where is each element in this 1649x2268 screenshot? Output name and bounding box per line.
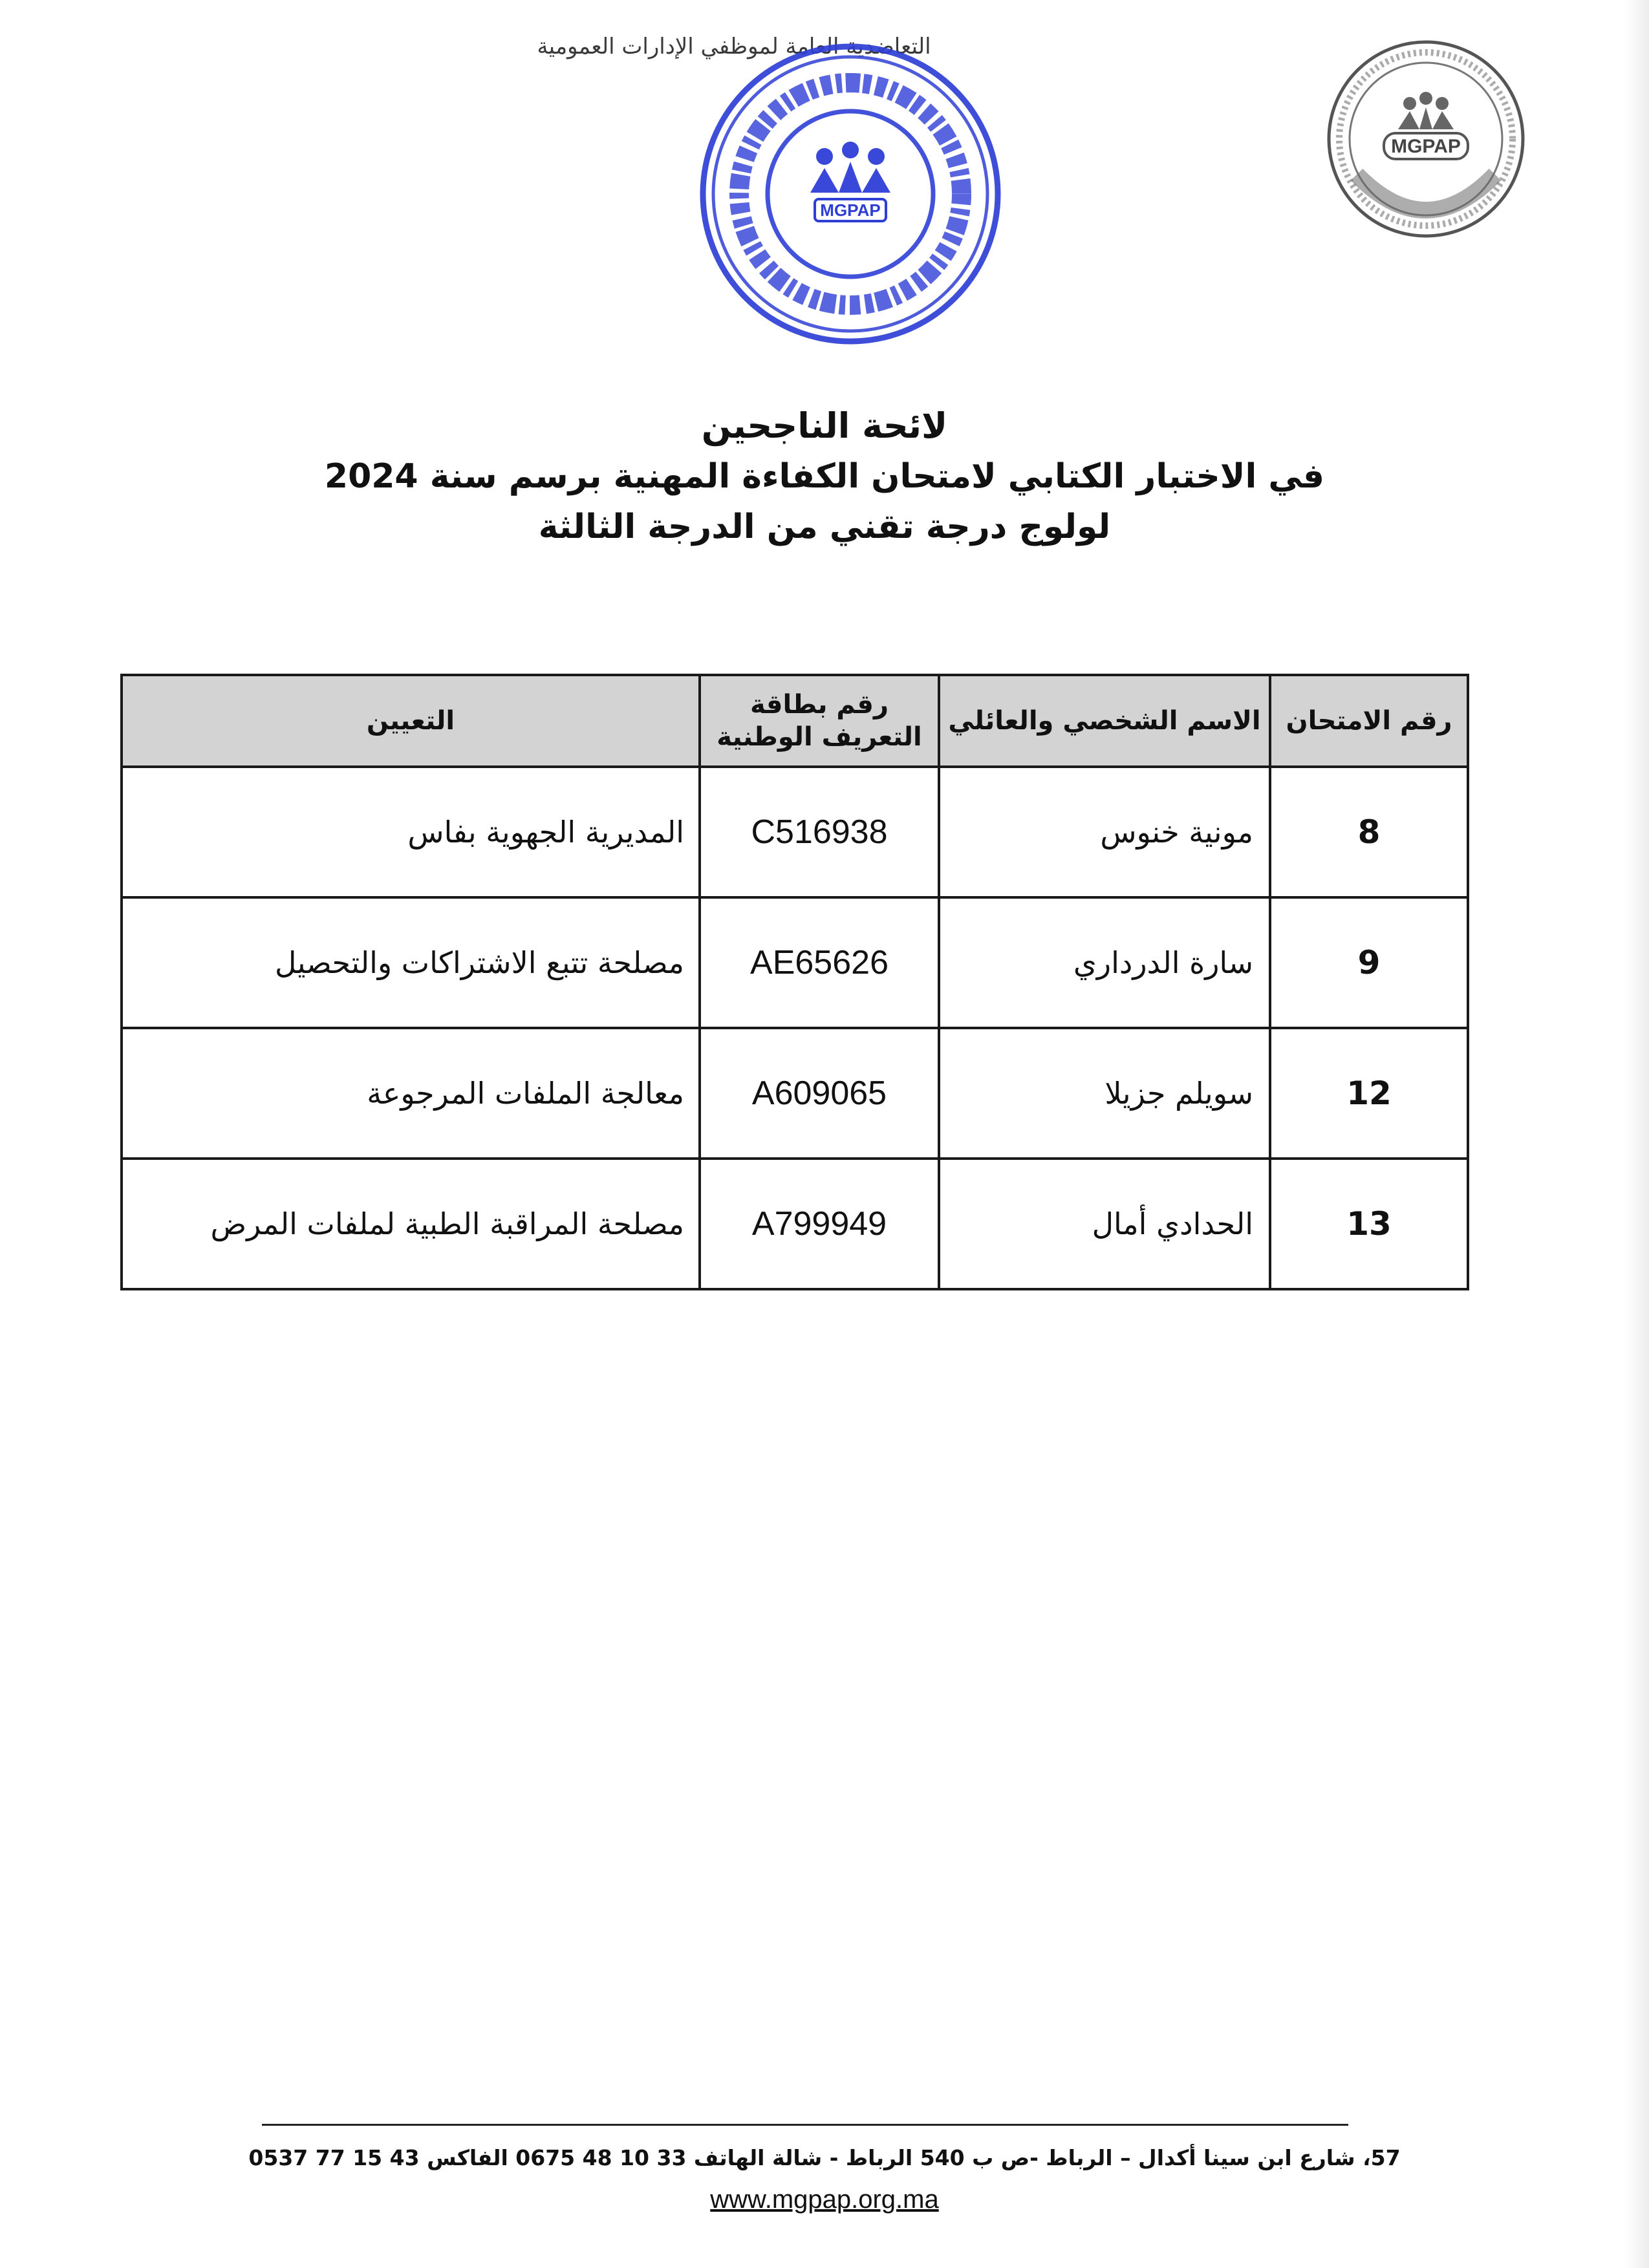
title-line-3: لولوج درجة تقني من الدرجة الثالثة [538,508,1111,546]
table-header-row [122,675,1468,767]
header-exam-number: رقم الامتحان [1270,675,1468,767]
cin-cell: A609065 [700,1028,939,1159]
table-row [122,1159,1468,1289]
assignment-cell: مصلحة تتبع الاشتراكات والتحصيل [122,897,700,1028]
full-name-cell: سارة الدرداري [939,897,1270,1028]
organization-name: التعاضدية العامة لموظفي الإدارات العمومية [537,34,931,59]
logo-text: MGPAP [1391,136,1461,157]
document-title [194,401,1455,552]
assignment-cell: مصلحة المراقبة الطبية لملفات المرض [122,1159,700,1289]
assignment-cell: معالجة الملفات المرجوعة [122,1028,700,1159]
full-name-cell: مونية خنوس [939,767,1270,897]
results-table [120,674,1469,1290]
table-row [122,897,1468,1028]
header-cin-line-2: التعريف الوطنية [717,722,922,752]
scan-edge-shadow [1624,0,1649,2268]
exam-number-cell: 13 [1270,1159,1468,1289]
mgpap-logo [1319,32,1539,246]
cin-cell: C516938 [700,767,939,897]
header-cin [700,675,939,767]
cin-cell: AE65626 [700,897,939,1028]
assignment-cell: المديرية الجهوية بفاس [122,767,700,897]
title-line-2: في الاختبار الكتابي لامتحان الكفاءة المهنية برسم سنة 2024 [324,457,1325,496]
header-cin-line-1: رقم بطاقة [750,690,889,720]
full-name-cell: الحدادي أمال [939,1159,1270,1289]
exam-number-cell: 12 [1270,1028,1468,1159]
header-full-name: الاسم الشخصي والعائلي [939,675,1270,767]
exam-number-cell: 8 [1270,767,1468,897]
table-row [122,1028,1468,1159]
cin-cell: A799949 [700,1159,939,1289]
exam-number-cell: 9 [1270,897,1468,1028]
full-name-cell: سويلم جزيلا [939,1028,1270,1159]
title-line-1: لائحة الناجحين [701,405,948,446]
header-assignment: التعيين [122,675,700,767]
official-stamp [695,39,1006,349]
footer-address: 57، شارع ابن سينا أكدال – الرباط -ص ب 540 الرباط - شالة الهاتف 33 10 48 0675 الفاكس 43 15 77 0537 [248,2145,1401,2170]
stamp-text: MGPAP [820,200,881,220]
table-row [122,767,1468,897]
footer-website-link[interactable]: www.mgpap.org.ma [710,2185,939,2214]
footer-divider [262,2124,1348,2126]
